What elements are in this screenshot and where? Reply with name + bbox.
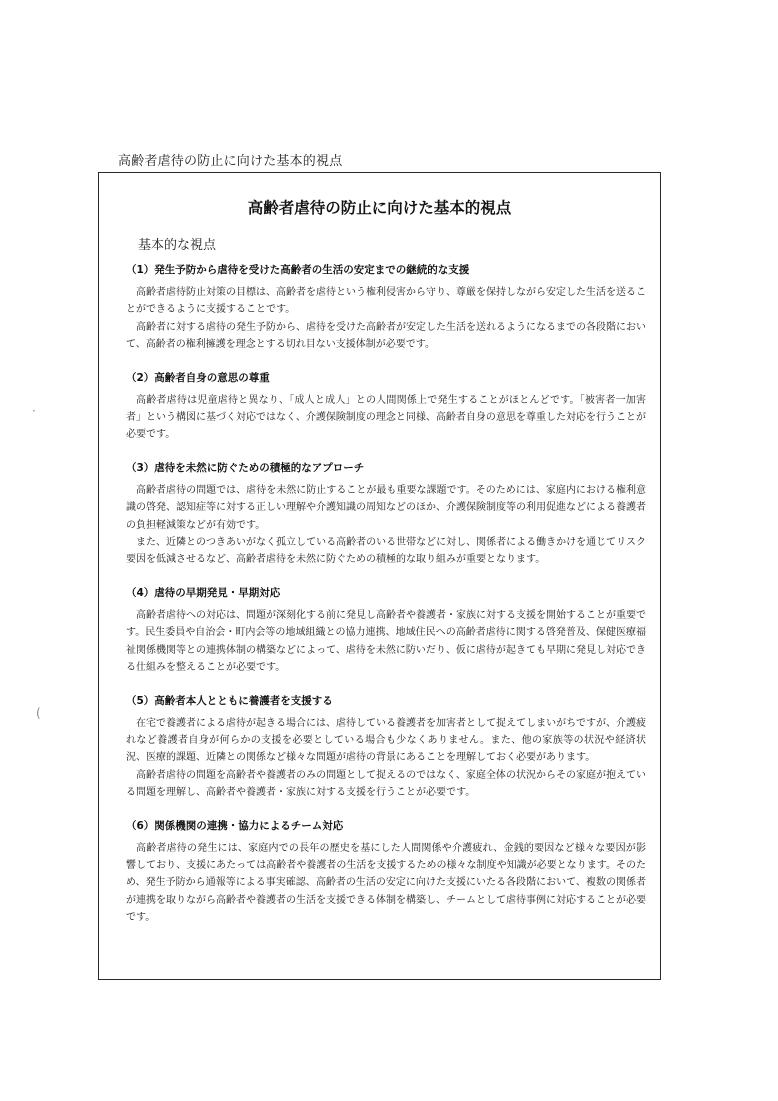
section-1 [126, 262, 646, 354]
section-heading: （5）高齢者本人とともに養護者を支援する [126, 694, 333, 707]
paragraph: 高齢者虐待の問題では、虐待を未然に防止することが最も重要な課題です。そのためには、家庭内における権利意識の啓発、認知症等に対する正しい理解や介護知識の周知などのほか、介護保険制度等の利用促進などによる養護者の負担軽減策などが有効です。 [126, 484, 646, 531]
section-heading: （1）発生予防から虐待を受けた高齢者の生活の安定までの継続的な支援 [126, 264, 470, 276]
section-4 [126, 585, 646, 677]
section-5 [126, 693, 646, 802]
section-2 [126, 370, 646, 444]
document-title: 高齢者虐待の防止に向けた基本的視点 [247, 199, 512, 217]
scan-speck: · [32, 404, 36, 418]
section-heading: （2）高齢者自身の意思の尊重 [126, 371, 270, 384]
section-3 [126, 460, 646, 569]
content-body [126, 262, 646, 943]
paragraph: 高齢者虐待防止対策の目標は、高齢者を虐待という権利侵害から守り、尊厳を保持しながら安定した生活を送ることができるように支援することです。 [126, 287, 646, 316]
scan-speck: ( [36, 706, 41, 720]
paragraph: 高齢者虐待の発生には、家庭内での長年の歴史を基にした人間関係や介護疲れ、金銭的要因など様々な要因が影響しており、支援にあたっては高齢者や養護者の生活を支援するための様々な制度や知識が必要となります。そのため、発生予防から通報等による事実確認、高齢者の生活の安定に向けた支援にいたる各段階において、複数の関係者が連携を取りながら高齢者や養護者の生活を支援できる体制を構築し、チームとして虐待事例に対応することが必要です。 [126, 842, 646, 924]
section-6 [126, 818, 646, 927]
paragraph: 在宅で養護者による虐待が起きる場合には、虐待している養護者を加害者として捉えてしまいがちですが、介護疲れなど養護者自身が何らかの支援を必要としている場合も少なくありません。また、他の家族等の状況や経済状況、医療的課題、近隣との関係など様々な問題が虐待の背景にあることを理解しておく必要があります。 [126, 717, 646, 764]
paragraph: 高齢者に対する虐待の発生予防から、虐待を受けた高齢者が安定した生活を送れるようになるまでの各段階において、高齢者の権利擁護を理念とする切れ目ない支援体制が必要です。 [126, 321, 646, 351]
section-subtitle: 基本的な視点 [138, 238, 217, 253]
section-heading: （3）虐待を未然に防ぐための積極的なアプローチ [126, 461, 365, 474]
page-header: 高齢者虐待の防止に向けた基本的視点 [118, 154, 343, 169]
section-heading: （6）関係機関の連携・協力によるチーム対応 [126, 819, 344, 832]
section-heading: （4）虐待の早期発見・早期対応 [126, 586, 281, 599]
paragraph: 高齢者虐待は児童虐待と異なり、「成人と成人」との人間関係上で発生することがほとんどです。「被害者一加害者」という構図に基づく対応ではなく、介護保険制度の理念と同様、高齢者自身の意思を尊重した対応を行うことが必要です。 [126, 394, 646, 441]
paragraph: 高齢者虐待の問題を高齢者や養護者のみの問題として捉えるのではなく、家庭全体の状況からその家庭が抱えている問題を理解し、高齢者や養護者・家族に対する支援を行うことが必要です。 [126, 769, 646, 799]
paragraph: また、近隣とのつきあいがなく孤立している高齢者のいる世帯などに対し、関係者による働きかけを通じてリスク要因を低減させるなど、高齢者虐待を未然に防ぐための積極的な取り組みが重要となります。 [126, 537, 646, 566]
paragraph: 高齢者虐待への対応は、問題が深刻化する前に発見し高齢者や養護者・家族に対する支援を開始することが重要です。民生委員や自治会・町内会等の地域組織との協力連携、地域住民への高齢者虐待に関する啓発普及、保健医療福祉関係機関等との連携体制の構築などによって、虐待を未然に防いだり、仮に虐待が起きても早期に発見し対応できる仕組みを整えることが必要です。 [126, 609, 646, 674]
